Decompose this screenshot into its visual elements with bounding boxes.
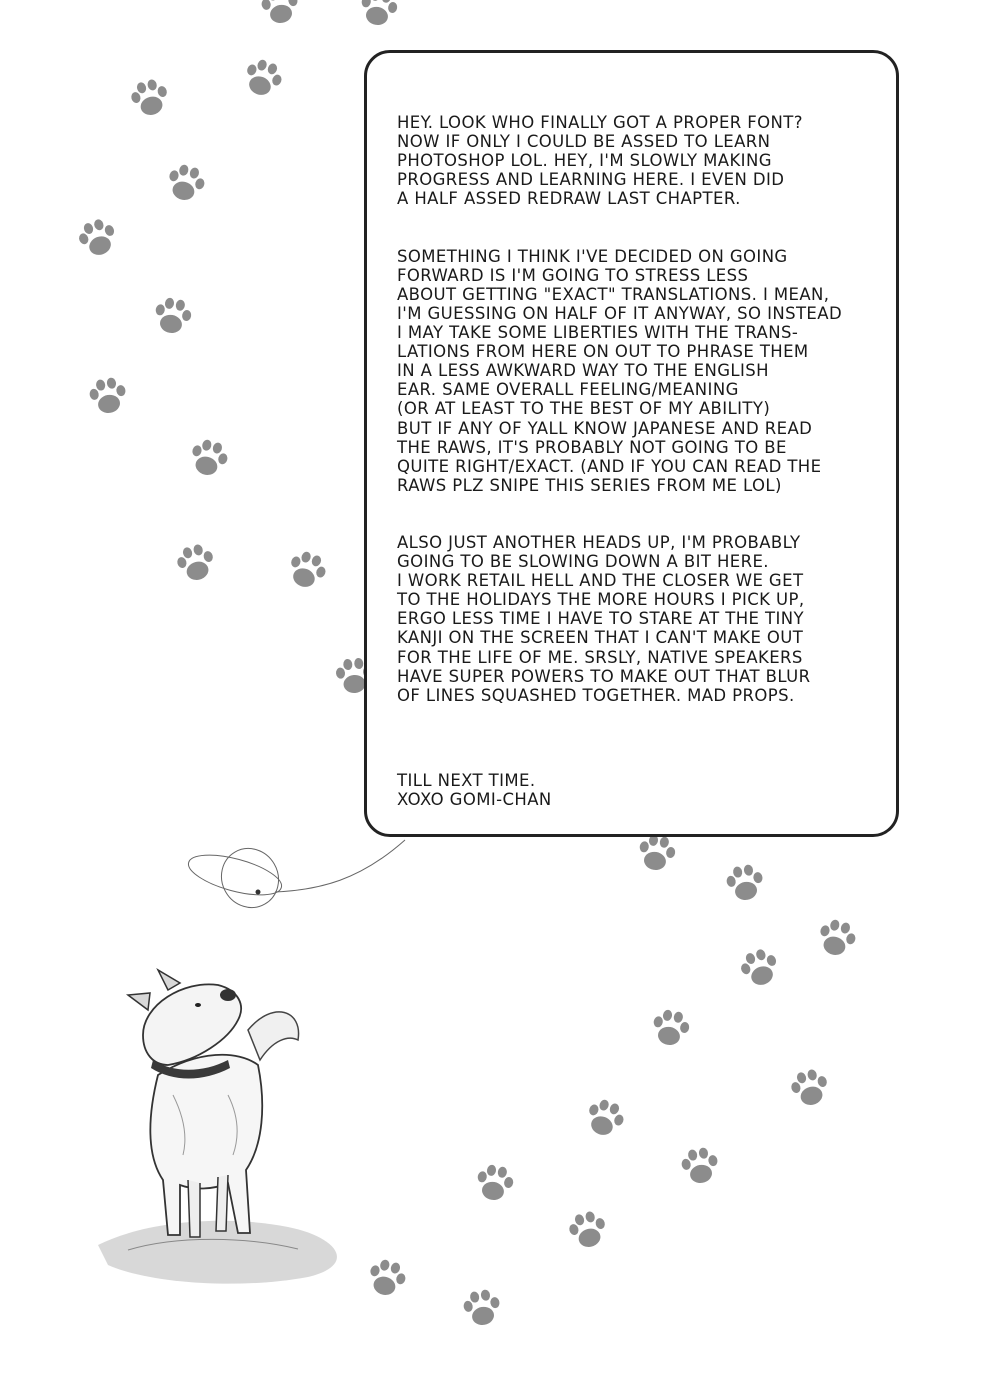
translator-note: [397, 94, 877, 847]
paw-print-icon: [815, 917, 859, 960]
paw-print-icon: [724, 863, 765, 903]
paw-print-icon: [679, 1146, 720, 1186]
looped-ribbon-icon: [180, 820, 420, 940]
note-paragraph: ALSO JUST ANOTHER HEADS UP, I'M PROBABLY GOING TO BE SLOWING DOWN A BIT HERE. I WORK RETAIL HELL AND THE CLOSER WE GET TO THE HOLIDAYS THE MORE HOURS I PICK UP, ERGO LESS TIME I HAVE TO STARE AT THE TINY KANJI ON THE SCREEN THAT I CAN'T MAKE OUT FOR THE LIFE OF ME. SRSLY, NATIVE SPEAKERS HAVE SUPER POWERS TO MAKE OUT THAT BLUR OF LINES SQUASHED TOGETHER. MAD PROPS.: [397, 532, 811, 705]
paw-print-icon: [128, 76, 172, 119]
note-signoff: TILL NEXT TIME. XOXO GOMI-CHAN: [397, 770, 552, 809]
paw-print-icon: [737, 945, 783, 990]
paw-print-icon: [358, 0, 399, 28]
paw-print-icon: [259, 0, 300, 26]
paw-print-icon: [164, 162, 208, 205]
dog-illustration: [88, 965, 398, 1285]
paw-print-icon: [461, 1288, 502, 1328]
paw-print-icon: [187, 437, 231, 480]
paw-print-icon: [152, 296, 193, 336]
paw-print-icon: [474, 1163, 515, 1203]
paw-print-icon: [174, 541, 218, 584]
note-paragraph: SOMETHING I THINK I'VE DECIDED ON GOING FORWARD IS I'M GOING TO STRESS LESS ABOUT GETTING "EXACT" TRANSLATIONS. I MEAN, I'M GUESSING ON HALF OF IT ANYWAY, SO INSTEAD I MAY TAKE SOME LIBERTIES WITH THE TRANS- LATIONS FROM HERE ON OUT TO PHRASE THEM IN A LESS AWKWARD WAY TO THE ENGLISH EAR. SAME OVERALL FEELING/MEANING (OR AT LEAST TO THE BEST OF MY ABILITY) BUT IF ANY OF YALL KNOW JAPANESE AND READ THE RAWS, IT'S PROBABLY NOT GOING TO BE QUITE RIGHT/EXACT. (AND IF YOU CAN READ THE RAWS PLZ SNIPE THIS SERIES FROM ME LOL): [397, 246, 843, 495]
paw-print-icon: [566, 1208, 610, 1251]
paw-print-icon: [788, 1066, 832, 1109]
note-paragraph: HEY. LOOK WHO FINALLY GOT A PROPER FONT? NOW IF ONLY I COULD BE ASSED TO LEARN PHOTOSHOP LOL. HEY, I'M SLOWLY MAKING PROGRESS AND LEARNING HERE. I EVEN DID A HALF ASSED REDRAW LAST CHAPTER.: [397, 113, 803, 209]
paw-print-icon: [87, 376, 128, 416]
paw-print-icon: [75, 215, 121, 260]
paw-print-icon: [582, 1096, 628, 1141]
paw-print-icon: [284, 548, 330, 593]
paw-print-icon: [650, 1008, 691, 1048]
paw-print-icon: [240, 56, 286, 101]
